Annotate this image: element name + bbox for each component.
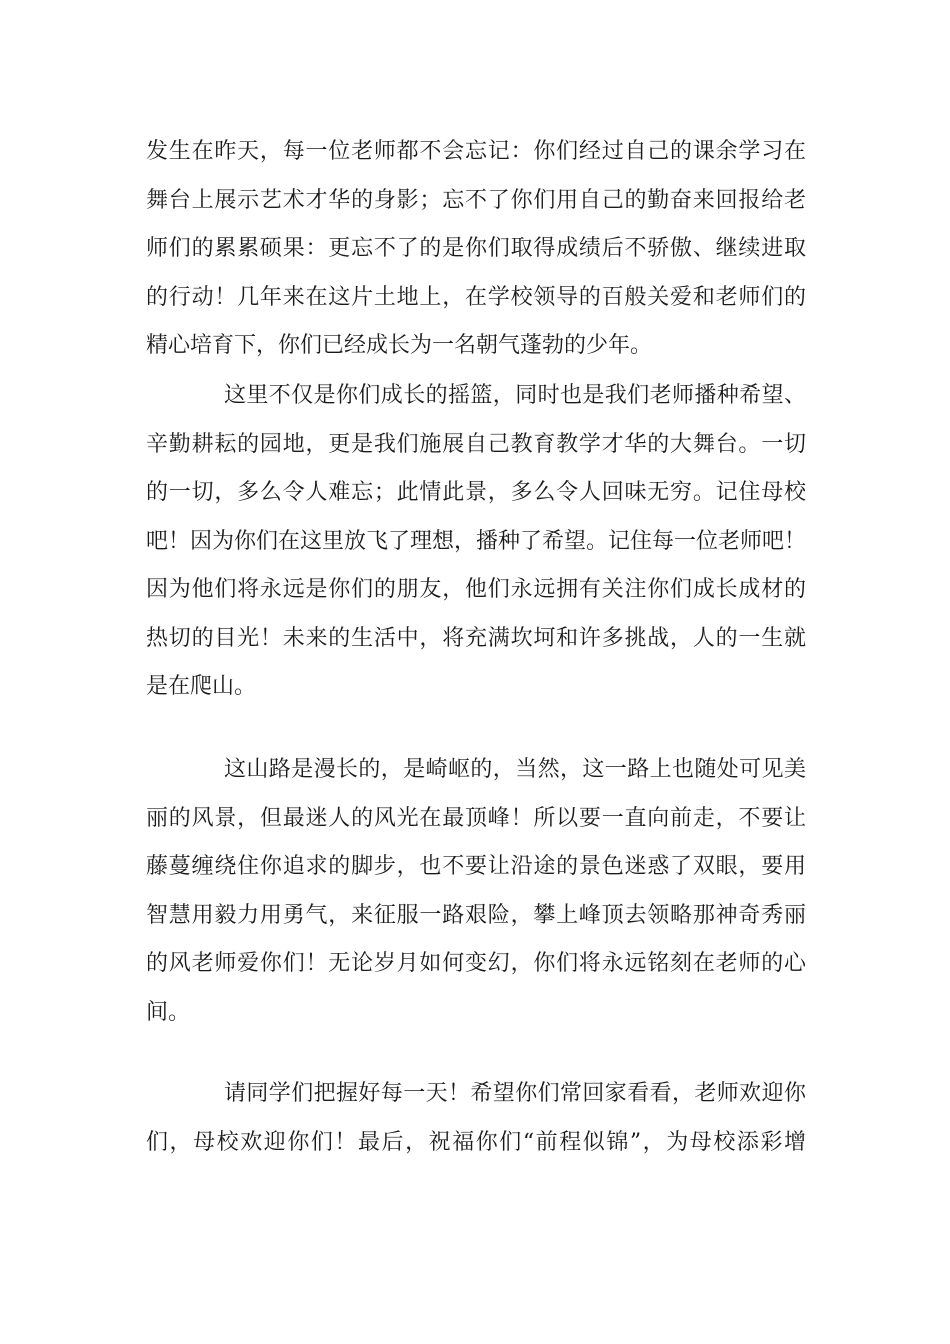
paragraph-line: 发生在昨天，每一位老师都不会忘记：你们经过自己的课余学习在	[146, 139, 806, 164]
paragraph-line: 舞台上展示艺术才华的身影；忘不了你们用自己的勤奋来回报给老	[146, 187, 806, 213]
paragraph-line: 的风老师爱你们！无论岁月如何变幻，你们将永远铭刻在老师的心	[146, 951, 806, 976]
paragraph-line: 精心培育下，你们已经成长为一名朝气蓬勃的少年。	[146, 333, 653, 358]
paragraph-line: 是在爬山。	[146, 674, 257, 699]
paragraph-line: 请同学们把握好每一天！希望你们常回家看看，老师欢迎你	[224, 1081, 806, 1106]
paragraph-line: 的行动！几年来在这片土地上，在学校领导的百般关爱和老师们的	[146, 284, 806, 310]
paragraph-line: 丽的风景，但最迷人的风光在最顶峰！所以要一直向前走，不要让	[146, 805, 806, 831]
paragraph-line: 藤蔓缠绕住你追求的脚步，也不要让沿途的景色迷惑了双眼，要用	[146, 854, 806, 879]
paragraph-line: 们，母校欢迎你们！最后，祝福你们“前程似锦”，为母校添彩增	[146, 1129, 806, 1155]
paragraph-line: 辛勤耕耘的园地，更是我们施展自己教育教学才华的大舞台。一切	[146, 431, 806, 457]
paragraph-line: 吧！因为你们在这里放飞了理想，播种了希望。记住每一位老师吧！	[146, 528, 807, 554]
paragraph-2	[146, 372, 806, 712]
paragraph-line: 智慧用毅力用勇气，来征服一路艰险，攀上峰顶去领略那神奇秀丽	[146, 902, 806, 928]
paragraph-line: 热切的目光！未来的生活中，将充满坎坷和许多挑战，人的一生就	[146, 625, 806, 651]
paragraph-line: 这山路是漫长的，是崎岖的，当然，这一路上也随处可见美	[224, 757, 806, 782]
paragraph-line: 间。	[146, 999, 191, 1025]
paragraph-line: 因为他们将永远是你们的朋友，他们永远拥有关注你们成长成材的	[146, 577, 806, 602]
paragraph-3	[146, 746, 806, 1037]
paragraph-line: 的一切，多么令人难忘；此情此景，多么令人回味无穷。记住母校	[146, 480, 806, 505]
paragraph-1	[146, 128, 806, 371]
paragraph-line: 这里不仅是你们成长的摇篮，同时也是我们老师播种希望、	[224, 383, 806, 408]
paragraph-4	[146, 1070, 806, 1167]
paragraph-line: 师们的累累硕果：更忘不了的是你们取得成绩后不骄傲、继续进取	[146, 236, 806, 261]
